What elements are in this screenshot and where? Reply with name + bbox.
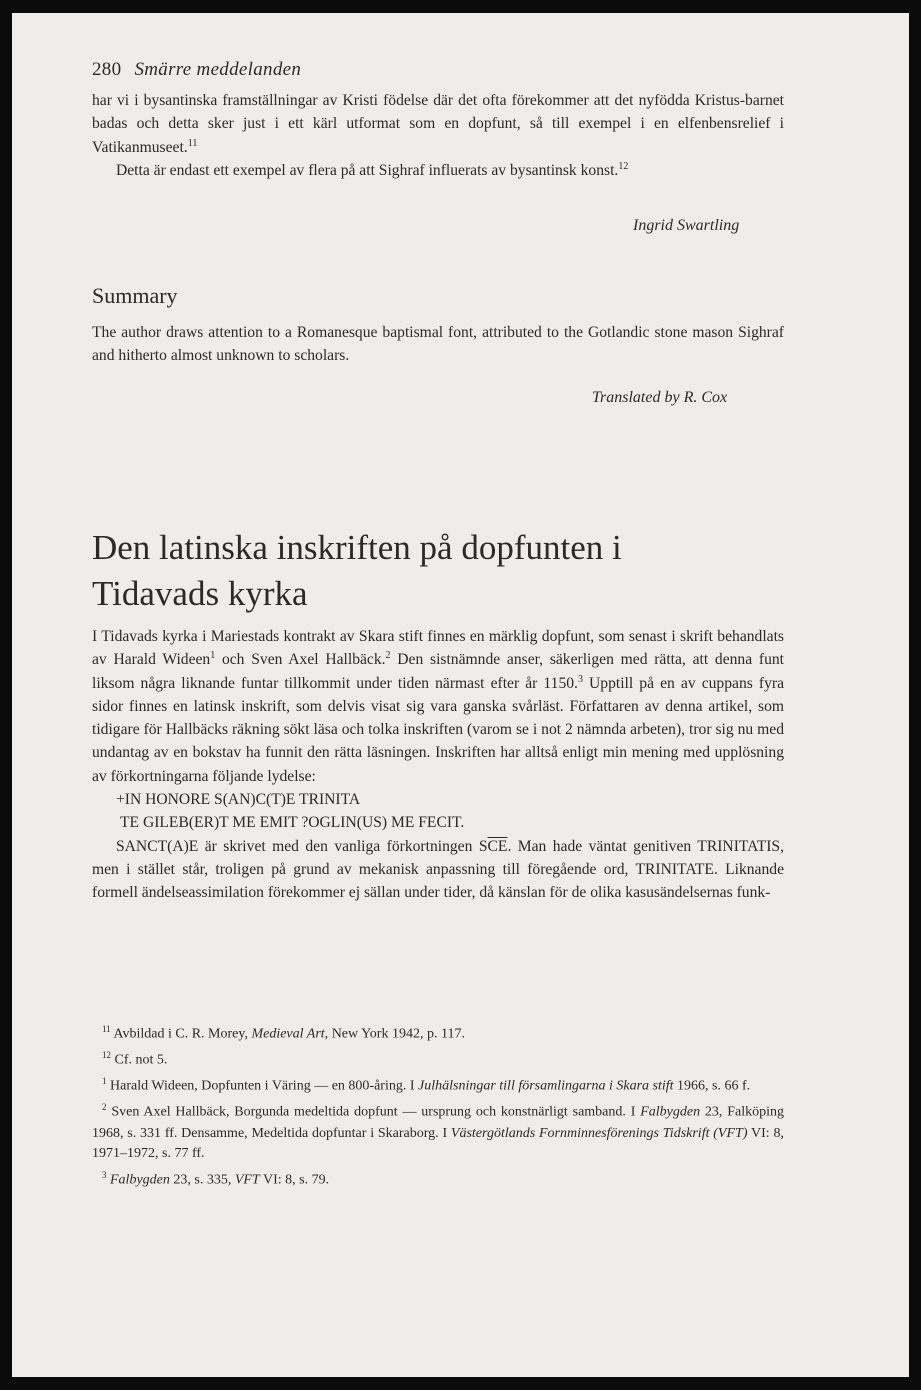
footnote-ref[interactable]: 1: [210, 650, 216, 662]
footnote: $^2$ Sven Axel Hallbäck, Borgunda medeltida dopfunt — ursprung och konstnärligt samband. I Falbygden 23, Falköping 1968, s. 331 ff. Densamme, Medeltida dopfuntar i Skaraborg. I Västergötlands Fornminnesförenings Tidskrift (VFT) VI: 8, 1971–1972, s. 77 ff.: [92, 1102, 785, 1162]
inscription-line: TE GILEB(ER)T ME EMIT ?OGLIN(US) ME FECIT.: [120, 814, 465, 832]
paragraph: SANCT(A)E är skrivet med den vanliga förkortningen $S\overline{CE}$. Man hade väntat genitiven TRINITATIS, men i stället står, troligen på grund av mekanisk anpassning till föregående ord, TRINITATE. Liknande formell ändelseassimilation förekommer ej sällan under tider, då känslan för de olika kasusändelsernas funk-: [92, 837, 784, 902]
running-header: [92, 59, 301, 81]
inscription-line: +IN HONORE S(AN)C(T)E TRINITA: [116, 791, 361, 809]
paragraph: I Tidavads kyrka i Mariestads kontrakt av Skara stift finnes en märklig dopfunt, som senast i skrift behandlats av Harald Wideen$^1$ och Sven Axel Hallbäck.$^2$ Den sistnämnde anser, säkerligen med rätta, att denna funt liksom några liknande funtar tillkommit under tiden närmast efter år 1150.$^3$ Upptill på en av cuppans fyra sidor finnes en latinsk inskrift, som delvis visat sig vara ganska svårläst. Författaren av denna artikel, som tidigare för Hallbäcks räkning sökt läsa och tolka inskriften (varom se i not 2 nämnda arbeten), tror sig nu med undantag av en bokstav ha funnit den rätta läsningen. Inskriften har alltså enligt min mening med upplösning av förkortningarna följande lydelse:: [92, 628, 785, 785]
page: [12, 13, 909, 1377]
paragraph: har vi i bysantinska framställningar av Kristi födelse där det ofta förekommer att det nyfödda Kristus-barnet badas och detta sker just i ett kärl utformat som en dopfunt, så till exempel i en elfenbensrelief i Vatikanmuseet.$^{11}$: [92, 92, 784, 156]
paragraph: Detta är endast ett exempel av flera på att Sighraf influerats av bysantinsk konst.$^{12}$: [116, 160, 629, 179]
footnote: $^{12}$ Cf. not 5.: [102, 1050, 168, 1068]
section-heading: Summary: [92, 283, 178, 308]
summary-text-block: [92, 321, 784, 368]
translator-credit: Translated by R. Cox: [592, 389, 728, 406]
summary-paragraph: The author draws attention to a Romanesque baptismal font, attributed to the Gotlandic stone mason Sighraf and hitherto almost unknown to scholars.: [92, 324, 784, 365]
footnote: $^{11}$ Avbildad i C. R. Morey, Medieval Art, New York 1942, p. 117.: [102, 1024, 465, 1042]
footnote: $^1$ Harald Wideen, Dopfunten i Väring — en 800-åring. I Julhälsningar till församlingarna i Skara stift 1966, s. 66 f.: [102, 1076, 751, 1094]
continued-text: [92, 89, 784, 182]
abbreviation-mark: $\overline{CE}$: [487, 837, 508, 855]
footnote-ref[interactable]: 11: [187, 137, 198, 149]
footnote-ref[interactable]: 2: [385, 650, 391, 662]
footnote-ref[interactable]: 3: [577, 673, 583, 685]
footnote: $^3$ Falbygden 23, s. 335, VFT VI: 8, s. 79.: [102, 1169, 330, 1188]
running-title: Smärre meddelanden: [134, 59, 302, 80]
footnote-ref[interactable]: 12: [618, 160, 629, 172]
author-signature: Ingrid Swartling: [633, 217, 740, 234]
article-title: Den latinska inskriften på dopfunten i Tidavads kyrka: [92, 528, 622, 613]
article-body: [92, 625, 784, 905]
page-number: 280: [92, 59, 122, 80]
footnotes: [92, 1019, 784, 1191]
